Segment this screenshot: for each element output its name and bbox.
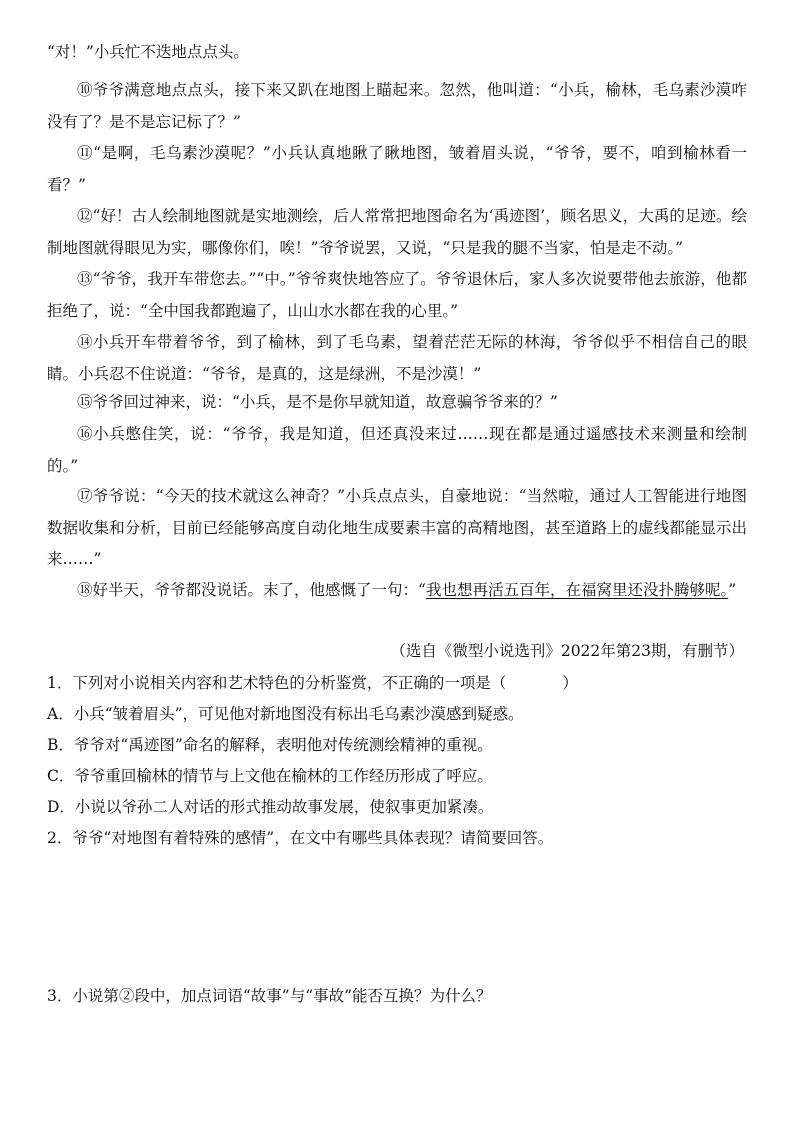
source-citation: （选自《微型小说选刊》2022年第23期，有删节） [390,642,744,660]
option-c: C．爷爷重回榆林的情节与上文他在榆林的工作经历形成了呼应。 [47,767,493,785]
paragraph-18-lead: ⑱好半天，爷爷都没说话。末了，他感慨了一句：“ [77,581,426,599]
paragraph-9-tail: “对！”小兵忙不迭地点点头。 [47,43,249,61]
underlined-sentence: 我也想再活五百年，在福窝里还没扑腾够呢。 [425,581,729,599]
paragraph-12: ⑫“好！古人绘制地图就是实地测绘，后人常常把地图命名为‘禹迹图’，顾名思义，大禹的足迹。绘制地图就得眼见为实，哪像你们，唉！”爷爷说罢，又说，“只是我的腿不当家，怕是走不动。” [47,207,748,257]
question-1-stem: 1．下列对小说相关内容和艺术特色的分析鉴赏，不正确的一项是（ [47,674,507,692]
option-d: D．小说以爷孙二人对话的形式推动故事发展，使叙事更加紧凑。 [47,798,494,816]
paragraph-11: ⑪“是啊，毛乌素沙漠呢？”小兵认真地瞅了瞅地图，皱着眉头说，“爷爷，要不，咱到榆林看一看？” [47,144,747,194]
paragraph-15: ⑮爷爷回过神来，说：“小兵，是不是你早就知道，故意骗爷爷来的？” [77,393,558,411]
question-1 [47,673,578,693]
paragraph-14: ⑭小兵开车带着爷爷，到了榆林，到了毛乌素，望着茫茫无际的林海，爷爷似乎不相信自己的眼睛。小兵忍不住说道：“爷爷，是真的，这是绿洲，不是沙漠！” [47,333,747,383]
paragraph-16: ⑯小兵憋住笑，说：“爷爷，我是知道，但还真没来过……现在都是通过遥感技术来测量和绘制的。” [47,425,747,475]
question-2: 2．爷爷“对地图有着特殊的感情”，在文中有哪些具体表现？请简要回答。 [47,829,554,847]
paragraph-13: ⑬“爷爷，我开车带您去。”“中。”爷爷爽快地答应了。爷爷退休后，家人多次说要带他去旅游，他都拒绝了，说：“全中国我都跑遍了，山山水水都在我的心里。” [47,270,747,320]
paragraph-18 [47,575,747,607]
question-3: 3．小说第②段中，加点词语“故事”与“事故”能否互换？为什么？ [47,987,492,1005]
option-b: B．爷爷对“禹迹图”命名的解释，表明他对传统测绘精神的重视。 [47,736,493,754]
question-1-close: ） [562,674,578,692]
paragraph-17: ⑰爷爷说：“今天的技术就这么神奇？”小兵点点头，自豪地说：“当然啦，通过人工智能进行地图数据收集和分析，目前已经能够高度自动化地生成要素丰富的高精地图，甚至道路上的虚线都能显示出来……” [47,487,747,568]
paragraph-10: ⑩爷爷满意地点点头，接下来又趴在地图上瞄起来。忽然，他叫道：“小兵，榆林，毛乌素沙漠咋没有了？是不是忘记标了？” [47,81,747,131]
option-a: A．小兵“皱着眉头”，可见他对新地图没有标出毛乌素沙漠感到疑惑。 [47,705,524,723]
paragraph-18-close-quote: ” [728,581,737,599]
